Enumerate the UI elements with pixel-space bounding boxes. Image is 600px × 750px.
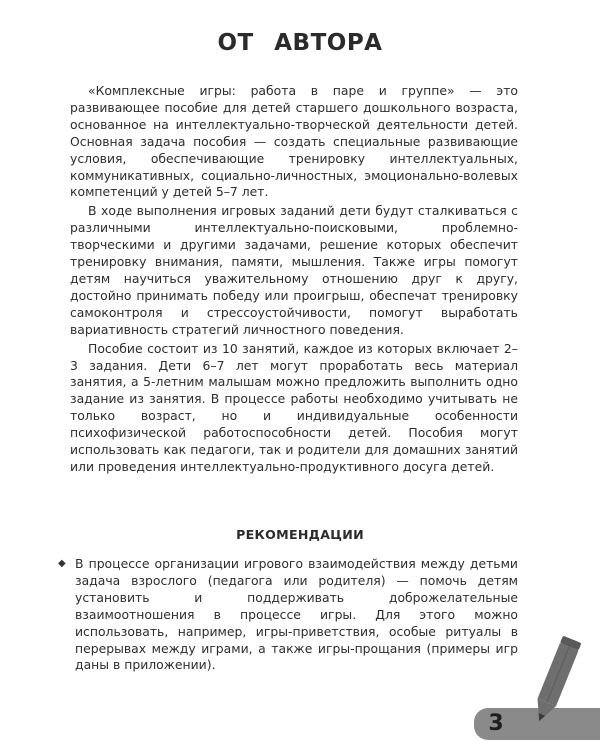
paragraph-1: «Комплексные игры: работа в паре и группе» — это развивающее пособие для детей старшего дошкольного возраста, основанное на интеллектуально-творческой деятельности детей. Основная задача пособия — создать специальные развивающие условия, обеспечивающие тренировку интеллектуальных, коммуникативных, социально-личностных, эмоционально-волевых компетенций у детей 5–7 лет. [70,83,518,200]
recommendations-list [58,556,518,674]
diamond-bullet-icon: ◆ [58,558,66,569]
page-number: 3 [488,711,504,736]
intro-text [70,83,518,478]
pencil-icon [525,632,585,732]
list-item [58,556,518,674]
recommendations-heading: РЕКОМЕНДАЦИИ [236,527,364,542]
paragraph-3: Пособие состоит из 10 занятий, каждое из которых включает 2–3 задания. Дети 6–7 лет могут проработать весь материал занятия, а 5-летним малышам можно предложить выполнить одно задание из занятия. В процессе работы необходимо учитывать не только возраст, но и индивидуальные особенности психофизической работоспособности детей. Пособия могут использовать как педагоги, так и родители для домашних занятий или проведения интеллектуально-продуктивного досуга детей. [70,340,518,474]
list-item-text: В процессе организации игрового взаимодействия между детьми задача взрослого (педагога или родителя) — помочь детям установить и поддерживать доброжелательные взаимоотношения в процессе игры. Для этого можно использовать, например, игры-приветствия, особые ритуалы в перерывах между играми, а также игры-прощания (примеры игр даны в приложении). [75,556,518,673]
paragraph-2: В ходе выполнения игровых заданий дети будут сталкиваться с различными интеллектуально-поисковыми, проблемно-творческими и другими задачами, решение которых обеспечит тренировку внимания, памяти, мышления. Также игры помогут детям научиться уважительному отношению друг к другу, достойно принимать победу или проигрыш, обеспечат тренировку самоконтроля и стрессоустойчивости, помогут выработать вариативность стратегий личностного поведения. [70,203,518,337]
page-title: ОТ АВТОРА [217,30,383,56]
